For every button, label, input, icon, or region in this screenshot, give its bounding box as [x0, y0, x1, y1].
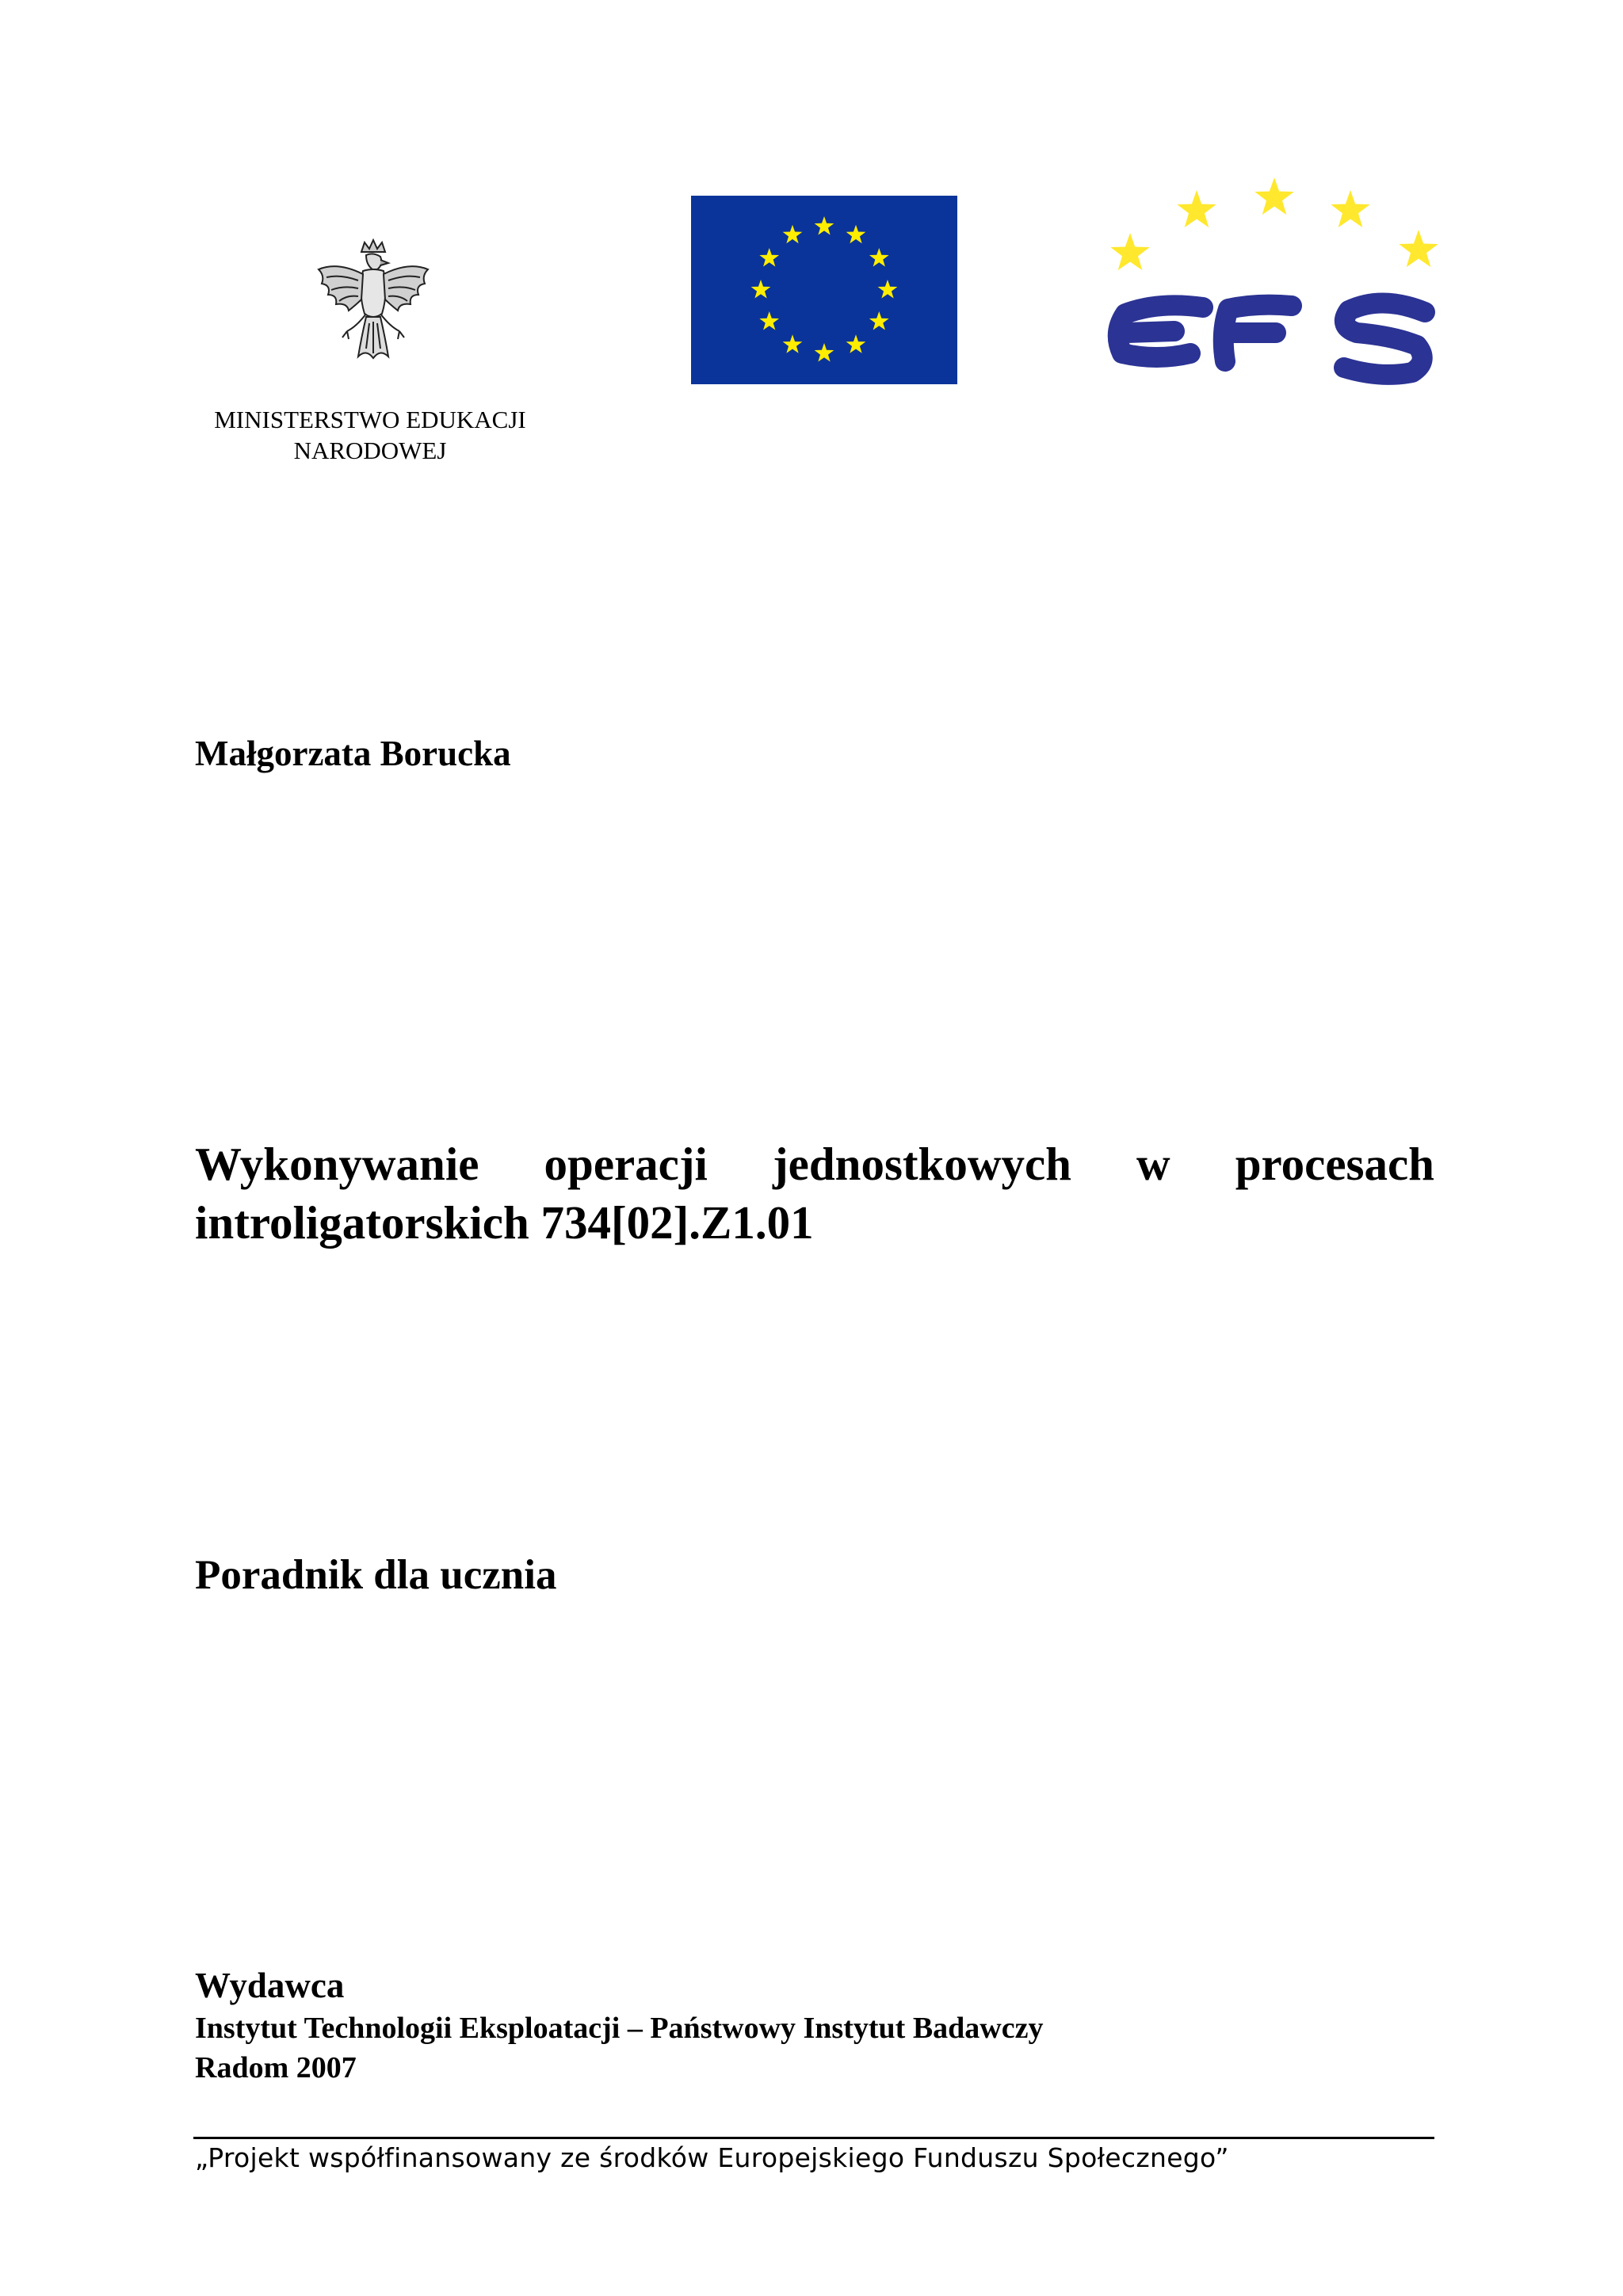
efs-star-icon — [1399, 230, 1438, 267]
publisher-heading: Wydawca — [195, 1966, 345, 2005]
title-word: procesach — [1235, 1138, 1434, 1190]
efs-star-icon — [1254, 177, 1293, 215]
polish-eagle-emblem-icon — [314, 238, 433, 364]
efs-letter-f — [1224, 305, 1292, 361]
efs-letter-e — [1118, 305, 1203, 357]
publisher-name: Instytut Technologii Eksploatacji – Państwowy Instytut Badawczy — [195, 2012, 1044, 2045]
publisher-city-year: Radom 2007 — [195, 2051, 357, 2084]
title-word: Wykonywanie — [195, 1138, 479, 1190]
author-name: Małgorzata Borucka — [195, 734, 511, 773]
title-line-1 — [195, 1135, 1434, 1193]
document-title — [195, 1135, 1434, 1252]
ministry-line-2: NARODOWEJ — [293, 437, 447, 464]
efs-star-icon — [1177, 190, 1216, 227]
efs-logo-icon — [1102, 174, 1450, 412]
footer-divider — [193, 2137, 1434, 2139]
eu-flag-icon — [691, 196, 957, 384]
efs-star-icon — [1331, 190, 1369, 227]
efs-letter-s — [1344, 303, 1425, 374]
efs-star-icon — [1110, 233, 1149, 270]
title-line-2: introligatorskich 734[02].Z1.01 — [195, 1196, 814, 1249]
document-subtitle: Poradnik dla ucznia — [195, 1552, 557, 1598]
title-word: jednostkowych — [772, 1138, 1071, 1190]
title-word: w — [1136, 1138, 1170, 1190]
ministry-name — [195, 404, 545, 466]
title-word: operacji — [544, 1138, 708, 1190]
ministry-line-1: MINISTERSTWO EDUKACJI — [214, 406, 526, 433]
footer-funding-note: „Projekt współfinansowany ze środków Europejskiego Funduszu Społecznego” — [195, 2142, 1229, 2173]
